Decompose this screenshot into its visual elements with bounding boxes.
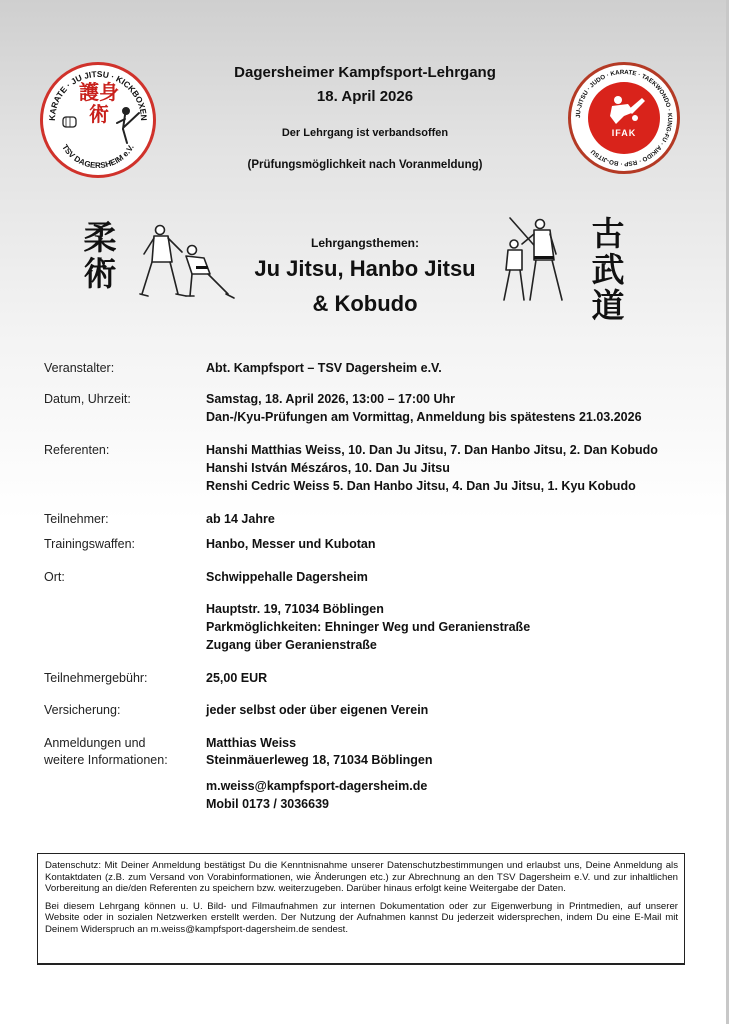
contact-name: Matthias Weiss — [206, 736, 297, 750]
location-address: Hauptstr. 19, 71034 Böblingen — [206, 602, 384, 616]
registration-label-1: Anmeldungen und — [44, 736, 146, 750]
throw-figure-icon — [588, 82, 660, 154]
logo-right-ring-text: JU-JITSU · JUDO · KARATE · TAEKWONDO · KUNG-FU · AIKIDO · RSP · BO-JITSU — [574, 68, 674, 168]
organizer-label: Veranstalter: — [44, 361, 115, 375]
logo-left-ring-bottom: TSV DAGERSHEIM e.V. — [60, 142, 136, 171]
event-title: Dagersheimer Kampfsport-Lehrgang — [234, 64, 496, 81]
tsv-dagersheim-logo — [40, 62, 156, 178]
logo-left-ring-top: KARATE · JU JITSU · KICKBOXEN — [46, 68, 150, 121]
jujitsu-kanji: 柔術 — [83, 218, 117, 293]
ifak-logo — [568, 62, 680, 174]
participants-label: Teilnehmer: — [44, 512, 109, 526]
svg-text:TSV DAGERSHEIM e.V. — [60, 143, 136, 170]
weapons-value: Hanbo, Messer und Kubotan — [206, 537, 376, 551]
themes-line-2: & Kobudo — [312, 291, 418, 316]
open-notice: Der Lehrgang ist verbandsoffen — [281, 127, 449, 139]
date-line-1: Samstag, 18. April 2026, 13:00 – 17:00 Uhr — [206, 392, 455, 406]
privacy-paragraph-1: Datenschutz: Mit Deiner Anmeldung bestätigst Du die Kenntnisnahme unserer Datenschutzbestimmungen und erlaubst uns, Deine Anmeldung als Kontaktdaten (z.B. zum Versand von Vorabinformationen, wie Änderungen etc.) zur Abrechnung an den TSV Dagersheim e.V. und zur inhaltlichen Vorbereitung an die/den Referenten zu speichern bzw. weiterzugeben. Darüber hinaus erfolgt keine Weitergabe der Daten. — [45, 860, 678, 895]
contact-email[interactable]: m.weiss@kampfsport-dagersheim.de — [206, 779, 428, 793]
privacy-notice-box — [37, 853, 685, 965]
kobudo-kanji: 古武道 — [591, 214, 625, 325]
fist-icon — [63, 117, 76, 127]
date-line-2: Dan-/Kyu-Prüfungen am Vormittag, Anmeldung bis spätestens 21.03.2026 — [206, 410, 642, 424]
location-label: Ort: — [44, 570, 65, 584]
themes-line-1: Ju Jitsu, Hanbo Jitsu — [254, 256, 476, 281]
speakers-label: Referenten: — [44, 443, 110, 457]
date-label: Datum, Uhrzeit: — [44, 392, 131, 406]
exam-notice: (Prüfungsmöglichkeit nach Voranmeldung) — [247, 159, 483, 171]
participants-value: ab 14 Jahre — [206, 512, 275, 526]
privacy-paragraph-2: Bei diesem Lehrgang können u. U. Bild- und Filmaufnahmen zur internen Dokumentation oder zur Eigenwerbung in Printmedien, auf unserer Website oder in sozialen Netzwerken erstellt werden. Der Nutzung der Aufnahmen kannst Du jederzeit widersprechen, indem Du eine E-Mail mit Deinem Widerspruch an m.weiss@kampfsport-dagersheim.de sendest. — [45, 900, 678, 935]
speaker-3: Renshi Cedric Weiss 5. Dan Hanbo Jitsu, 4. Dan Ju Jitsu, 1. Kyu Kobudo — [206, 479, 636, 493]
insurance-value: jeder selbst oder über eigenen Verein — [206, 703, 429, 717]
location-parking: Parkmöglichkeiten: Ehninger Weg und Geranienstraße — [206, 620, 531, 634]
insurance-label: Versicherung: — [44, 703, 121, 717]
speaker-1: Hanshi Matthias Weiss, 10. Dan Ju Jitsu, 7. Dan Hanbo Jitsu, 2. Dan Kobudo — [206, 443, 658, 457]
hanbo-figures-illustration — [496, 214, 576, 306]
contact-address: Steinmäuerleweg 18, 71034 Böblingen — [206, 753, 433, 767]
logo-left-kanji: 護身術 — [79, 80, 119, 126]
event-date: 18. April 2026 — [316, 88, 414, 105]
speaker-2: Hanshi István Mészáros, 10. Dan Ju Jitsu — [206, 461, 450, 475]
logo-right-badge — [588, 82, 660, 154]
fee-value: 25,00 EUR — [206, 671, 268, 685]
location-value: Schwippehalle Dagersheim — [206, 570, 368, 584]
themes-label: Lehrgangsthemen: — [310, 236, 419, 250]
contact-phone: Mobil 0173 / 3036639 — [206, 797, 329, 811]
location-access: Zugang über Geranienstraße — [206, 638, 377, 652]
registration-label-2: weitere Informationen: — [44, 753, 168, 767]
logo-right-label: IFAK — [611, 128, 637, 138]
organizer-value: Abt. Kampfsport – TSV Dagersheim e.V. — [206, 361, 442, 375]
kicker-figure-icon — [117, 108, 139, 143]
weapons-label: Trainingswaffen: — [44, 537, 136, 551]
fee-label: Teilnehmergebühr: — [44, 671, 148, 685]
